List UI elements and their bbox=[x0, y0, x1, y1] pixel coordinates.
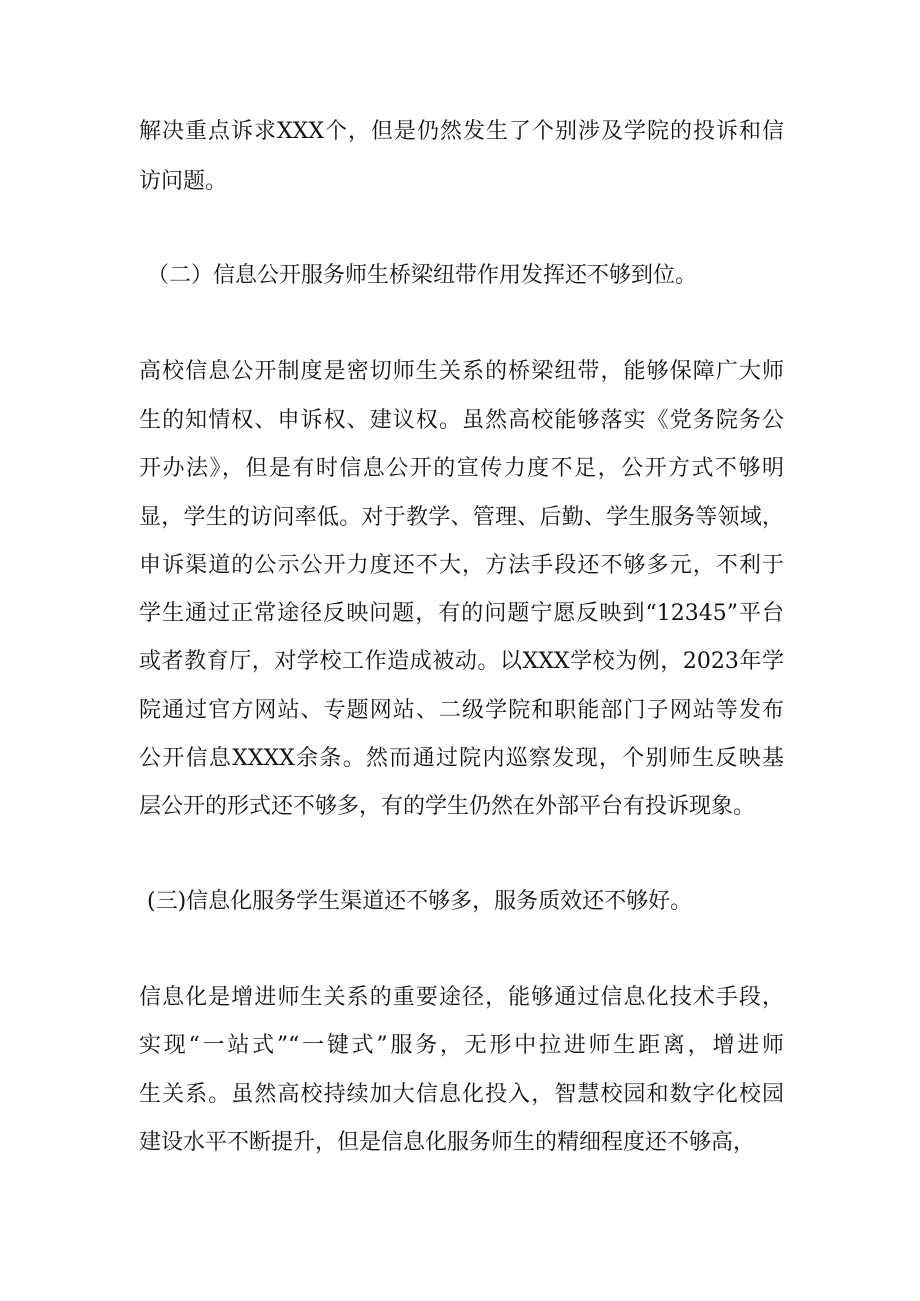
paragraph-2-line-2: 生的知情权、申诉权、建议权。虽然高校能够落实《党务院务公 bbox=[139, 408, 784, 433]
paragraph-2-line-10: 层公开的形式还不够多，有的学生仍然在外部平台有投诉现象。 bbox=[139, 794, 756, 819]
paragraph-2-line-4: 显，学生的访问率低。对于教学、管理、后勤、学生服务等领域， bbox=[139, 505, 784, 530]
paragraph-2-line-8: 院通过官方网站、专题网站、二级学院和职能部门子网站等发布 bbox=[139, 698, 784, 723]
paragraph-3-line-3: 生关系。虽然高校持续加大信息化投入，智慧校园和数字化校园 bbox=[139, 1082, 784, 1107]
paragraph-1-line-2: 访问题。 bbox=[139, 169, 228, 194]
paragraph-3-line-4: 建设水平不断提升，但是信息化服务师生的精细程度还不够高， bbox=[139, 1130, 756, 1155]
section-heading-3: (三)信息化服务学生渠道还不够多，服务质效还不够好。 bbox=[147, 889, 693, 914]
paragraph-2-line-7: 或者教育厅，对学校工作造成被动。以XXX学校为例，2023年学 bbox=[139, 649, 784, 674]
paragraph-2-line-1: 高校信息公开制度是密切师生关系的桥梁纽带，能够保障广大师 bbox=[139, 359, 784, 384]
paragraph-3-line-1: 信息化是增进师生关系的重要途径，能够通过信息化技术手段， bbox=[139, 985, 784, 1010]
paragraph-2-line-5: 申诉渠道的公示公开力度还不大，方法手段还不够多元，不利于 bbox=[139, 553, 784, 578]
section-heading-2: （二）信息公开服务师生桥梁纽带作用发挥还不够到位。 bbox=[147, 263, 698, 288]
paragraph-1-line-1: 解决重点诉求XXX个，但是仍然发生了个别涉及学院的投诉和信 bbox=[139, 119, 784, 144]
paragraph-2-line-9: 公开信息XXXX余条。然而通过院内巡察发现，个别师生反映基 bbox=[139, 746, 784, 771]
paragraph-2-line-3: 开办法》，但是有时信息公开的宣传力度不足，公开方式不够明 bbox=[139, 456, 784, 481]
paragraph-2-line-6: 学生通过正常途径反映问题，有的问题宁愿反映到“12345”平台 bbox=[139, 601, 784, 626]
paragraph-3-line-2: 实现“一站式”“一键式”服务，无形中拉进师生距离，增进师 bbox=[139, 1033, 784, 1058]
